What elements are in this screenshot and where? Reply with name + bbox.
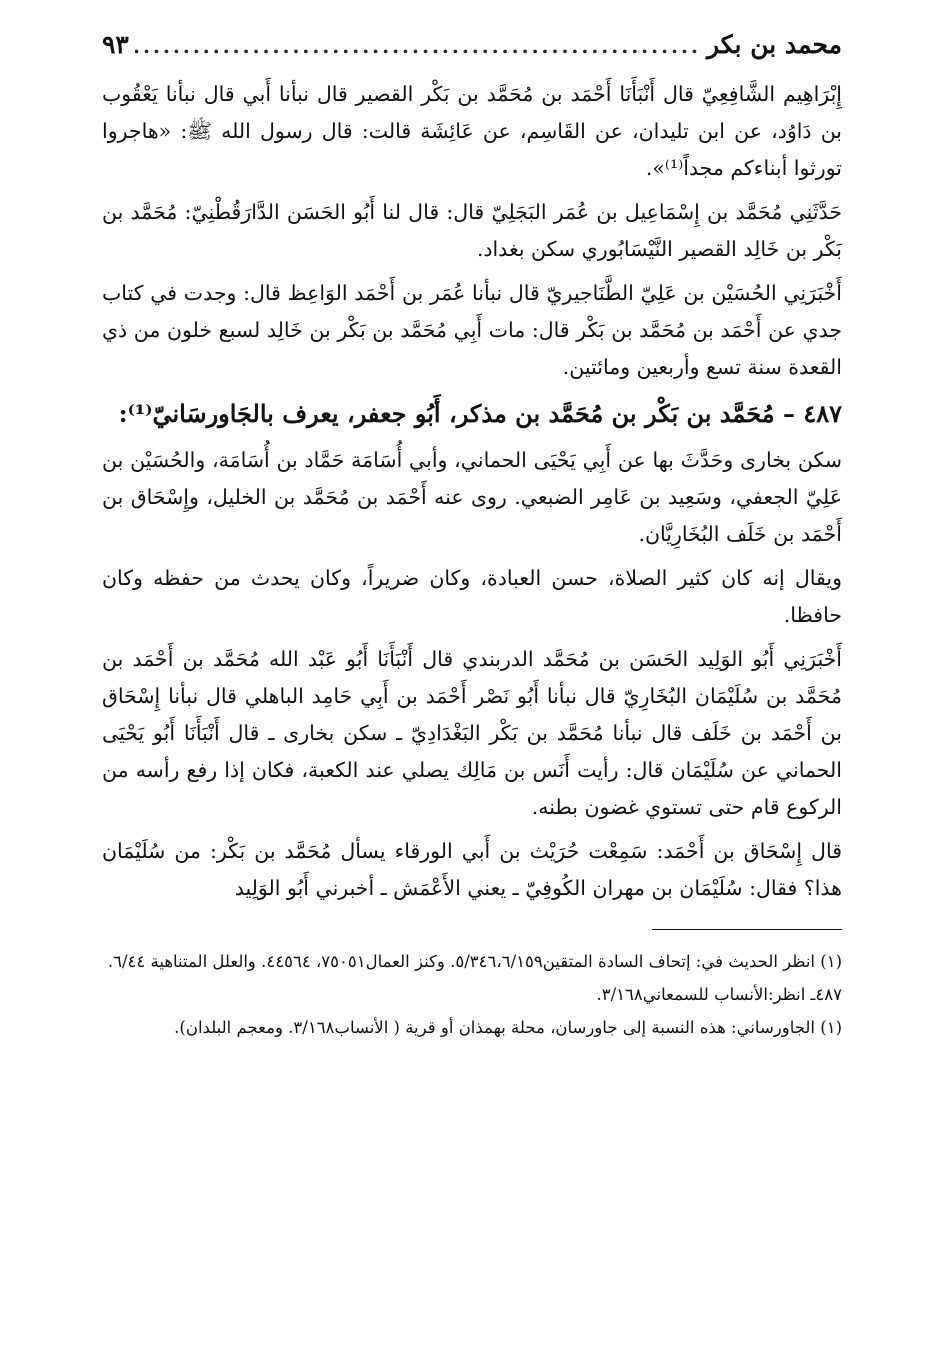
paragraph-sulayman: قال إِسْحَاق بن أَحْمَد: سَمِعْت حُرَيْث بن أَبي الورقاء يسأل مُحَمَّد بن بَكْر: من سُلَيْمَان هذا؟ فقال: سُلَيْمَان بن مهران الكُوفِيّ ـ يعني الأَعْمَش ـ أخبرني أَبُو الوَلِيد <box>102 839 842 900</box>
paragraph-death-date: أَخْبَرَنِي الحُسَيْن بن عَلِيّ الطَّنَاجيريّ قال نبأنا عُمَر بن أَحْمَد الوَاعِظ قال: وجدت في كتاب جدي عن أَحْمَد بن مُحَمَّد بن بَكْر قال: مات أَبِي مُحَمَّد بن بَكْر بن خَالِد لسبع خلون من ذي القعدة سنة تسع وأربعين ومائتين. <box>102 281 842 379</box>
footnote: (١) انظر الحديث في: إتحاف السادة المتقين٥/٣٤٦،٦/١٥٩. وكنز العمال٧٥٠٥١، ٤٤٥٦٤. والعلل المتناهية ٦/٤٤. <box>107 952 842 971</box>
footnote-separator <box>652 929 842 930</box>
entry-heading-487: ٤٨٧ – مُحَمَّد بن بَكْر بن مُحَمَّد بن مذكر، أَبُو جعفر، يعرف بالجَاورسَانيّ⁽¹⁾: <box>118 399 842 428</box>
paragraph-bukhara: سكن بخارى وحَدَّثَ بها عن أَبِي يَحْيَى الحماني، وأبي أُسَامَة حَمَّاد بن أُسَامَة، والحُسَيْن بن عَلِيّ الجعفي، وسَعِيد بن عَامِر الضبعي. روى عنه أَحْمَد بن مُحَمَّد بن الخليل، وإِسْحَاق بن أَحْمَد بن خَلَف البُخَارِيَّان. <box>102 448 842 546</box>
footnote: (١) الجاورساني: هذه النسبة إلى جاورسان، محلة بهمذان أو قرية ( الأنساب٣/١٦٨. ومعجم البلدان). <box>174 1018 842 1037</box>
header-title: محمد بن بكر <box>706 30 842 59</box>
paragraph-hadith: إِبْرَاهِيم الشَّافِعِيّ قال أَنْبَأَنَا أَحْمَد بن مُحَمَّد بن بَكْر القصير قال نبأنا أَبي قال نبأنا يَعْقُوب بن دَاوُد، عن ابن تليدان، عن القَاسِم، عن عَائِشَة قالت: قال رسول الله ﷺ: «هاجروا تورثوا أبناءكم مجداً⁽¹⁾». <box>102 82 842 180</box>
main-text <box>102 76 842 907</box>
paragraph-isnad: أَخْبَرَنِي أَبُو الوَلِيد الحَسَن بن مُحَمَّد الدربندي قال أَنْبَأَنَا أَبُو عَبْد الله مُحَمَّد بن أَحْمَد بن مُحَمَّد بن سُلَيْمَان البُخَارِيّ قال نبأنا أَبُو نَصْر أَحْمَد بن أَبِي حَامِد الباهلي قال نبأنا إِسْحَاق بن أَحْمَد بن خَلَف قال نبأنا مُحَمَّد بن بَكْر البَغْدَادِيّ ـ سكن بخارى ـ قال أَنْبَأَنَا أَبُو يَحْيَى الحماني عن سُلَيْمَان قال: رأيت أَنَس بن مَالِك يصلي عند الكعبة، فكان إذا رفع رأسه من الركوع قام حتى تستوي غضون بطنه. <box>102 647 842 819</box>
footnotes <box>102 948 842 1041</box>
paragraph-prayer: ويقال إنه كان كثير الصلاة، حسن العبادة، وكان ضريراً، وكان يحدث من حفظه وكان حافظا. <box>102 566 842 627</box>
running-header <box>102 30 842 70</box>
header-leader-dots <box>135 34 701 58</box>
footnote: ٤٨٧ـ انظر:الأنساب للسمعاني٣/١٦٨. <box>596 985 842 1004</box>
paragraph-daraqutni: حَدَّثَنِي مُحَمَّد بن إِسْمَاعِيل بن عُمَر البَجَلِيّ قال: قال لنا أَبُو الحَسَن الدَّارَقُطْنِيّ: مُحَمَّد بن بَكْر بن خَالِد القصير النَّيْسَابُوري سكن بغداد. <box>102 200 842 261</box>
page-number: ٩٣ <box>102 30 129 59</box>
